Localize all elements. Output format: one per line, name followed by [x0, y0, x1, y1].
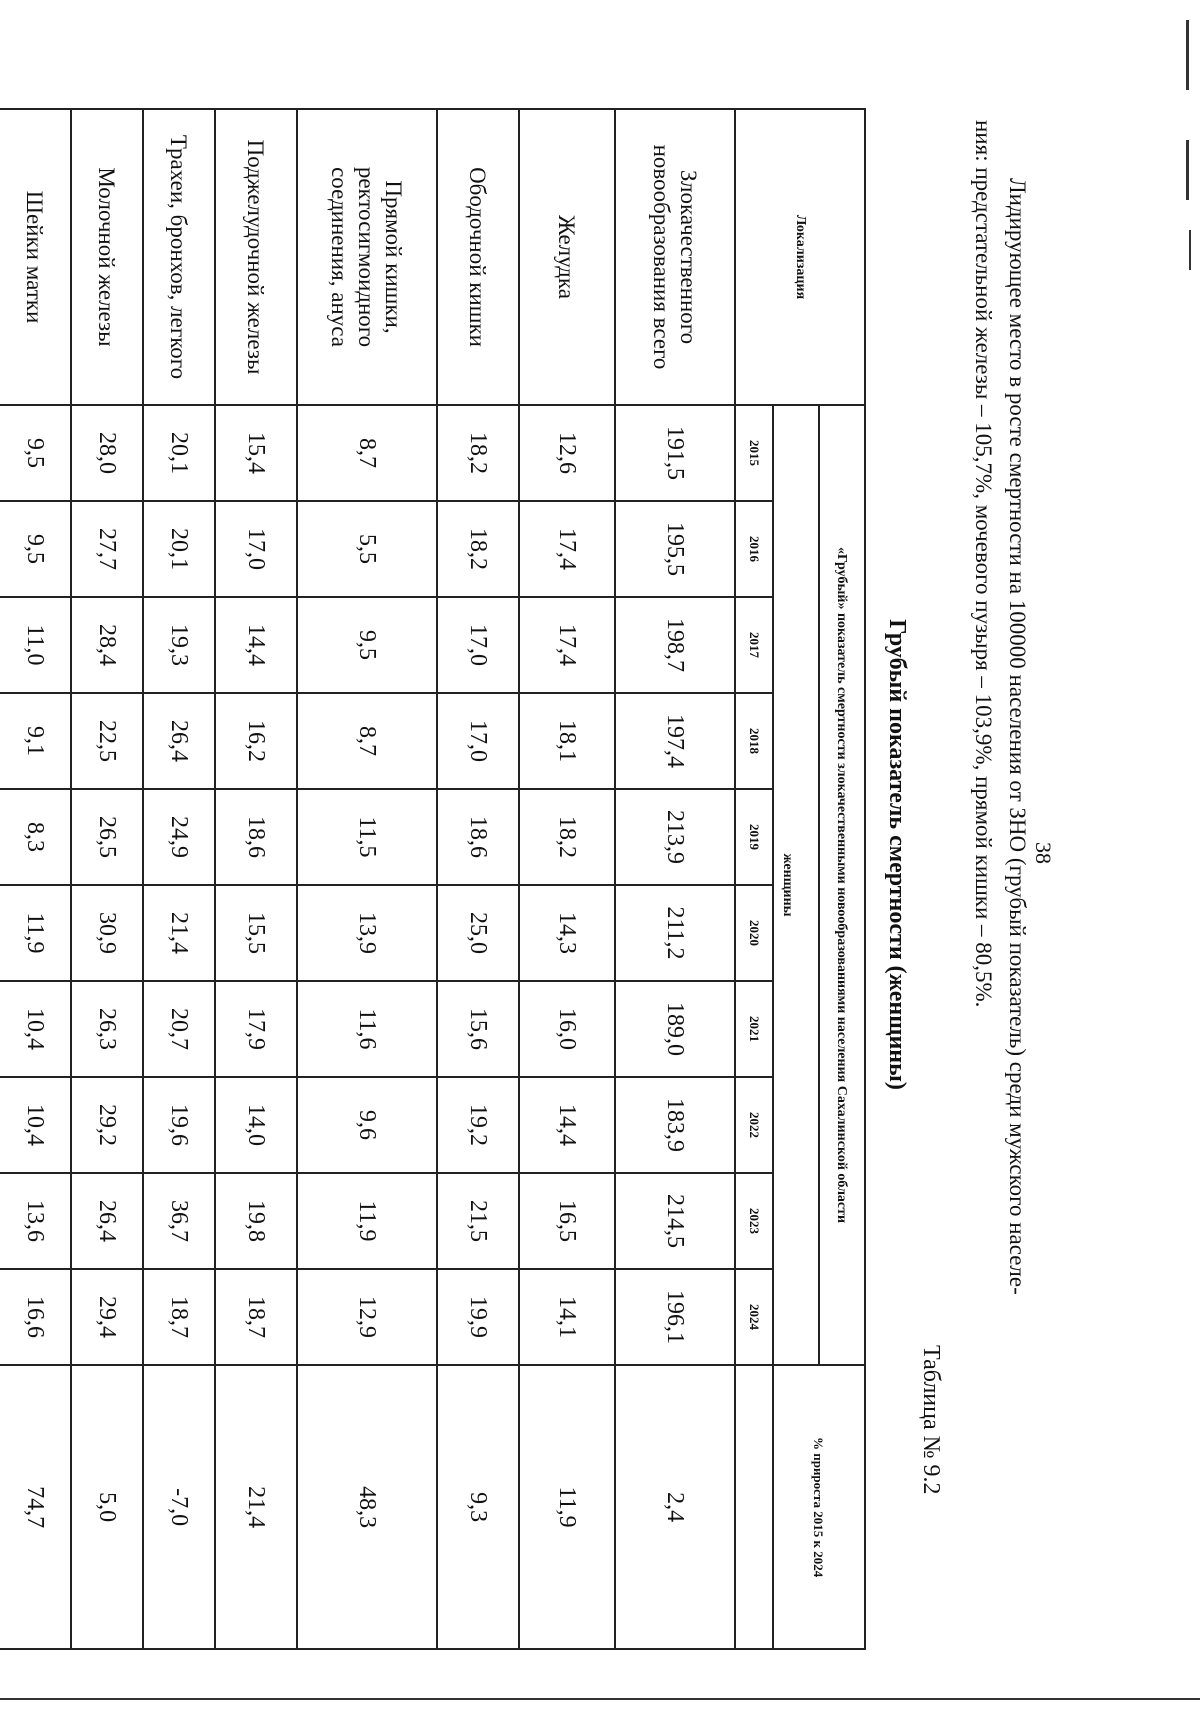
- value-cell: 17,0: [215, 501, 297, 597]
- table-row: [519, 109, 615, 1649]
- value-cell: 12,9: [297, 1269, 437, 1365]
- value-cell: 213,9: [615, 789, 735, 885]
- value-cell: 8,7: [297, 405, 437, 501]
- value-cell: 16,6: [0, 1269, 71, 1365]
- value-cell: 20,1: [143, 501, 215, 597]
- value-cell: 11,6: [297, 981, 437, 1077]
- value-cell: 14,1: [519, 1269, 615, 1365]
- page-number: 38: [1031, 842, 1056, 864]
- table-body: [0, 109, 735, 1649]
- value-cell: 18,7: [215, 1269, 297, 1365]
- value-cell: 9,5: [297, 597, 437, 693]
- year-2020: 2020: [735, 885, 773, 981]
- value-cell: 18,1: [519, 693, 615, 789]
- row-label: Злокачественного новообразования всего: [615, 109, 735, 405]
- value-cell: 18,6: [215, 789, 297, 885]
- value-cell: 195,5: [615, 501, 735, 597]
- value-cell: 18,7: [143, 1269, 215, 1365]
- value-cell: 14,4: [519, 1077, 615, 1173]
- value-cell: 26,3: [71, 981, 143, 1077]
- scan-edge-mark: [0, 1698, 1200, 1700]
- value-cell: 19,2: [437, 1077, 519, 1173]
- value-cell: 211,2: [615, 885, 735, 981]
- value-cell: 30,9: [71, 885, 143, 981]
- growth-cell: 48,3: [297, 1365, 437, 1649]
- row-label: Желудка: [519, 109, 615, 405]
- value-cell: 9,5: [0, 501, 71, 597]
- value-cell: 21,5: [437, 1173, 519, 1269]
- row-label: Шейки матки: [0, 109, 71, 405]
- value-cell: 11,9: [0, 885, 71, 981]
- table-row: [143, 109, 215, 1649]
- value-cell: 11,0: [0, 597, 71, 693]
- value-cell: 15,5: [215, 885, 297, 981]
- value-cell: 17,0: [437, 597, 519, 693]
- table-title: Грубый показатель смертности (женщины): [884, 619, 910, 1090]
- value-cell: 9,1: [0, 693, 71, 789]
- value-cell: 15,4: [215, 405, 297, 501]
- scan-edge-mark: [1186, 20, 1189, 90]
- row-label: Поджелудочной железы: [215, 109, 297, 405]
- value-cell: 25,0: [437, 885, 519, 981]
- table-row: [0, 109, 71, 1649]
- value-cell: 14,3: [519, 885, 615, 981]
- value-cell: 17,4: [519, 597, 615, 693]
- value-cell: 22,5: [71, 693, 143, 789]
- value-cell: 15,6: [437, 981, 519, 1077]
- value-cell: 197,4: [615, 693, 735, 789]
- value-cell: 19,3: [143, 597, 215, 693]
- value-cell: 26,5: [71, 789, 143, 885]
- value-cell: 16,5: [519, 1173, 615, 1269]
- value-cell: 26,4: [71, 1173, 143, 1269]
- value-cell: 29,4: [71, 1269, 143, 1365]
- value-cell: 196,1: [615, 1269, 735, 1365]
- row-label: Молочной железы: [71, 109, 143, 405]
- row-label: Ободочной кишки: [437, 109, 519, 405]
- table-row: [437, 109, 519, 1649]
- value-cell: 26,4: [143, 693, 215, 789]
- scan-edge-mark: [1189, 230, 1191, 270]
- value-cell: 189,0: [615, 981, 735, 1077]
- value-cell: 28,0: [71, 405, 143, 501]
- table-row: [615, 109, 735, 1649]
- mortality-table: [0, 108, 866, 1650]
- value-cell: 183,9: [615, 1077, 735, 1173]
- value-cell: 9,6: [297, 1077, 437, 1173]
- value-cell: 19,6: [143, 1077, 215, 1173]
- value-cell: 8,7: [297, 693, 437, 789]
- growth-cell: 9,3: [437, 1365, 519, 1649]
- header-women: женщины: [773, 405, 801, 1365]
- year-2019: 2019: [735, 789, 773, 885]
- value-cell: 18,2: [437, 501, 519, 597]
- value-cell: 12,6: [519, 405, 615, 501]
- year-2016: 2016: [735, 501, 773, 597]
- value-cell: 198,7: [615, 597, 735, 693]
- value-cell: 5,5: [297, 501, 437, 597]
- header-indicator: «Грубый» показатель смертности злокачественными новообразованиями населения Сахалинской области: [819, 405, 865, 1365]
- value-cell: 16,2: [215, 693, 297, 789]
- value-cell: 17,4: [519, 501, 615, 597]
- year-2018: 2018: [735, 693, 773, 789]
- table-row: [215, 109, 297, 1649]
- value-cell: 8,3: [0, 789, 71, 885]
- value-cell: 13,6: [0, 1173, 71, 1269]
- year-2023: 2023: [735, 1173, 773, 1269]
- value-cell: 13,9: [297, 885, 437, 981]
- growth-cell: 2,4: [615, 1365, 735, 1649]
- table-number: Таблица № 9.2: [918, 1345, 944, 1495]
- year-2021: 2021: [735, 981, 773, 1077]
- value-cell: 19,8: [215, 1173, 297, 1269]
- value-cell: 11,9: [297, 1173, 437, 1269]
- value-cell: 18,2: [437, 405, 519, 501]
- year-growth-empty: [735, 1365, 773, 1649]
- intro-paragraph-line-1: Лидирующее место в росте смертности на 100000 населения от ЗНО (грубый показатель) среди мужского населе-: [1005, 178, 1030, 1295]
- value-cell: 20,7: [143, 981, 215, 1077]
- header-growth: % прироста 2015 к 2024: [773, 1365, 865, 1649]
- table-row: [71, 109, 143, 1649]
- value-cell: 18,6: [437, 789, 519, 885]
- growth-cell: -7,0: [143, 1365, 215, 1649]
- value-cell: 20,1: [143, 405, 215, 501]
- year-2022: 2022: [735, 1077, 773, 1173]
- value-cell: 29,2: [71, 1077, 143, 1173]
- scan-edge-mark: [1186, 140, 1189, 200]
- table-row: [297, 109, 437, 1649]
- value-cell: 11,5: [297, 789, 437, 885]
- value-cell: 9,5: [0, 405, 71, 501]
- value-cell: 10,4: [0, 1077, 71, 1173]
- value-cell: 14,4: [215, 597, 297, 693]
- year-2017: 2017: [735, 597, 773, 693]
- header-spacer: [801, 405, 819, 1365]
- value-cell: 36,7: [143, 1173, 215, 1269]
- year-2015: 2015: [735, 405, 773, 501]
- year-2024: 2024: [735, 1269, 773, 1365]
- row-label: Трахеи, бронхов, легкого: [143, 109, 215, 405]
- value-cell: 27,7: [71, 501, 143, 597]
- header-localization: Локализация: [735, 109, 865, 405]
- value-cell: 14,0: [215, 1077, 297, 1173]
- value-cell: 21,4: [143, 885, 215, 981]
- value-cell: 18,2: [519, 789, 615, 885]
- growth-cell: 21,4: [215, 1365, 297, 1649]
- value-cell: 17,0: [437, 693, 519, 789]
- value-cell: 191,5: [615, 405, 735, 501]
- growth-cell: 74,7: [0, 1365, 71, 1649]
- value-cell: 214,5: [615, 1173, 735, 1269]
- intro-paragraph-line-2: ния: предстательной железы – 105,7%, мочевого пузыря – 103,9%, прямой кишки – 80,5%.: [971, 120, 996, 1008]
- growth-cell: 5,0: [71, 1365, 143, 1649]
- row-label: Прямой кишки, ректосигмоидного соединения, ануса: [297, 109, 437, 405]
- value-cell: 24,9: [143, 789, 215, 885]
- value-cell: 17,9: [215, 981, 297, 1077]
- value-cell: 16,0: [519, 981, 615, 1077]
- value-cell: 28,4: [71, 597, 143, 693]
- value-cell: 19,9: [437, 1269, 519, 1365]
- growth-cell: 11,9: [519, 1365, 615, 1649]
- value-cell: 10,4: [0, 981, 71, 1077]
- intro-paragraph: [966, 120, 1034, 1590]
